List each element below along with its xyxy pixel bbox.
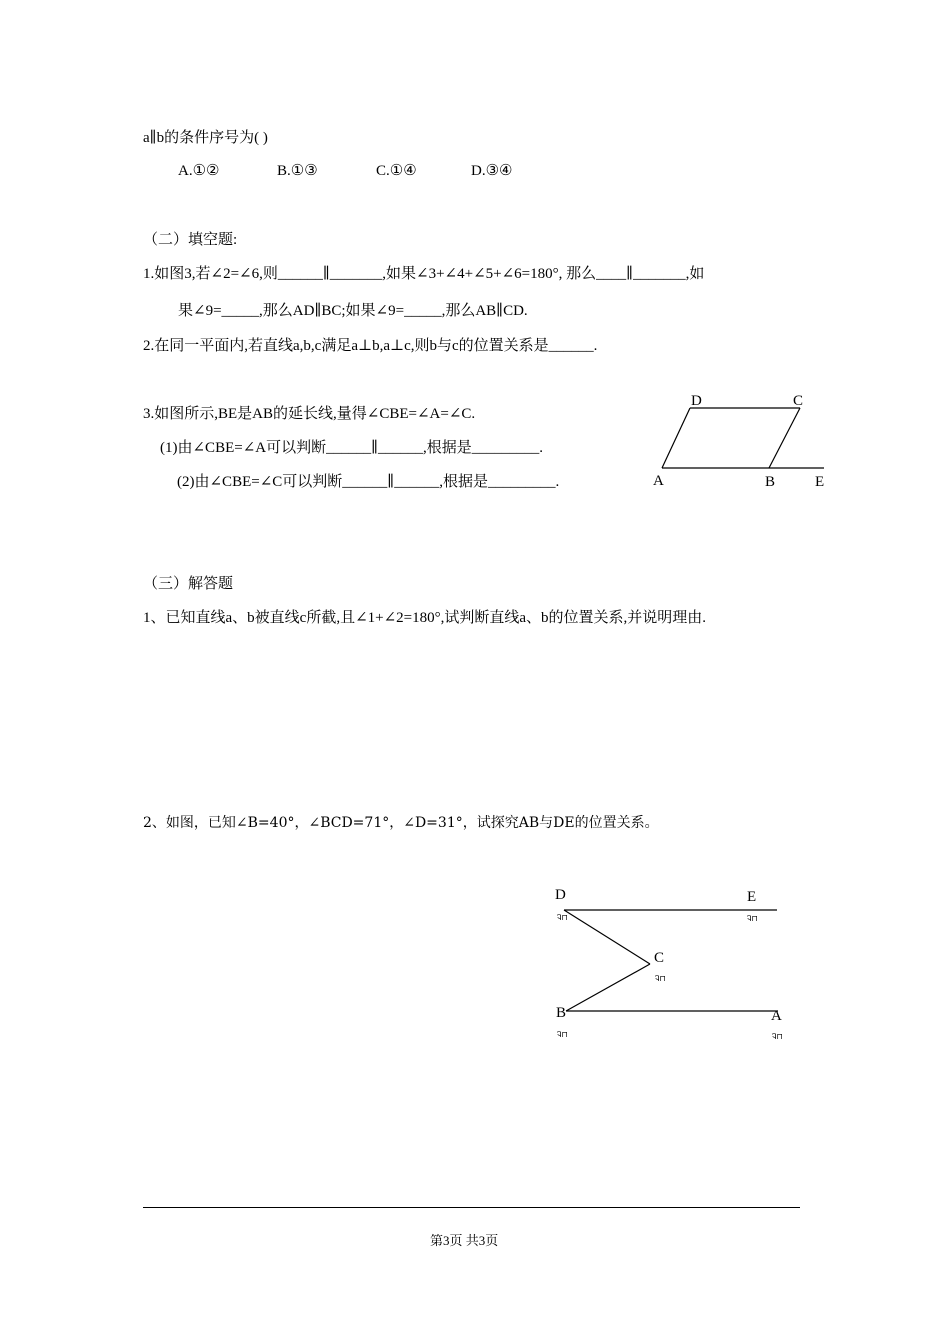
fill-q3: 3.如图所示,BE是AB的延长线,量得∠CBE=∠A=∠C. — [143, 406, 476, 422]
label-b: B — [556, 1005, 567, 1021]
label-c: C — [654, 950, 665, 966]
mc-stem: a∥b的条件序号为( ) — [143, 130, 268, 146]
segment-dc — [564, 910, 650, 964]
page-number: 第3页 共3页 — [430, 1233, 499, 1248]
segment-cb — [769, 408, 800, 468]
label-a: A — [653, 473, 664, 489]
mark-c: Ꮈ⊓ — [655, 974, 666, 983]
fill-heading: （二）填空题: — [143, 232, 238, 248]
mc-option-c: C.①④ — [376, 163, 417, 179]
mark-e: Ꮈ⊓ — [747, 914, 758, 923]
mark-a: Ꮈ⊓ — [772, 1032, 783, 1041]
fill-q2: 2.在同一平面内,若直线a,b,c满足a⊥b,a⊥c,则b与c的位置关系是______. — [143, 338, 598, 354]
label-e: E — [815, 474, 825, 490]
label-c: C — [793, 393, 804, 409]
mc-option-d: D.③④ — [471, 163, 513, 179]
solve-q1: 1、已知直线a、b被直线c所截,且∠1+∠2=180°,试判断直线a、b的位置关系,并说明理由. — [143, 610, 707, 626]
segment-da — [662, 408, 690, 468]
label-e: E — [747, 889, 757, 905]
label-d: D — [555, 887, 566, 903]
footer-divider — [143, 1207, 800, 1208]
solve-q2: 2、如图，已知∠B=40°，∠BCD=71°，∠D=31°，试探究AB与DE的位置关系。 — [143, 815, 659, 831]
fill-q3-part1: (1)由∠CBE=∠A可以判断______∥______,根据是_________. — [160, 440, 544, 456]
mark-d: Ꮈ⊓ — [557, 913, 568, 922]
segment-cb — [566, 964, 650, 1011]
label-b: B — [765, 474, 776, 490]
fill-q3-part2: (2)由∠CBE=∠C可以判断______∥______,根据是_________. — [177, 474, 560, 490]
label-d: D — [691, 393, 702, 409]
fill-q1-line2: 果∠9=_____,那么AD∥BC;如果∠9=_____,那么AB∥CD. — [178, 303, 528, 319]
parallelogram-figure — [648, 388, 838, 493]
solve-heading: （三）解答题 — [143, 576, 234, 592]
fill-q1-line1: 1.如图3,若∠2=∠6,则______∥_______,如果∠3+∠4+∠5+∠6=180°, 那么____∥_______,如 — [143, 266, 705, 282]
label-a: A — [771, 1008, 782, 1024]
mark-b: Ꮈ⊓ — [557, 1030, 568, 1039]
zigzag-figure — [548, 880, 798, 1045]
mc-option-a: A.①② — [178, 163, 220, 179]
mc-option-b: B.①③ — [277, 163, 318, 179]
